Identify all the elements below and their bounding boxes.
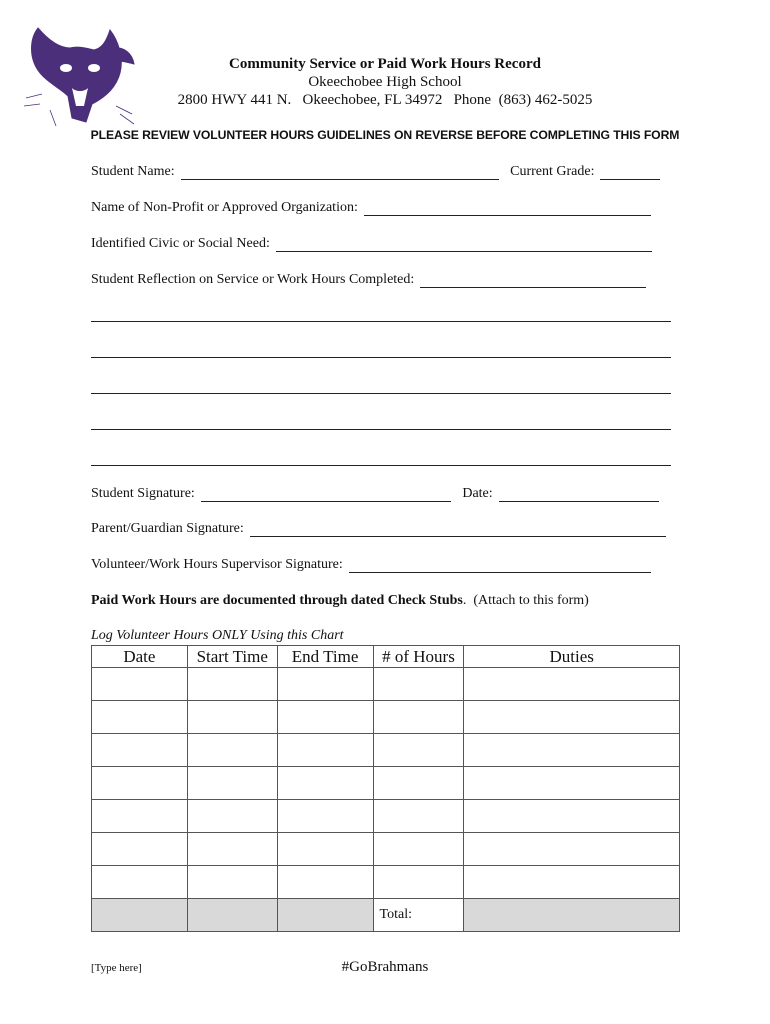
table-cell[interactable]: [277, 668, 373, 701]
table-cell: [92, 899, 188, 932]
table-cell[interactable]: [373, 701, 464, 734]
table-cell[interactable]: [187, 668, 277, 701]
table-row: [92, 668, 680, 701]
table-row: [92, 833, 680, 866]
table-row: [92, 734, 680, 767]
date-label: Date:: [462, 486, 493, 501]
table-cell[interactable]: [187, 866, 277, 899]
table-cell[interactable]: [92, 668, 188, 701]
table-cell[interactable]: [187, 767, 277, 800]
table-cell[interactable]: [373, 668, 464, 701]
supervisor-signature-row: [91, 557, 651, 575]
table-cell[interactable]: [464, 701, 680, 734]
total-row: [92, 899, 680, 932]
table-cell[interactable]: [464, 734, 680, 767]
table-cell[interactable]: [277, 701, 373, 734]
table-cell[interactable]: [464, 800, 680, 833]
table-cell[interactable]: [277, 866, 373, 899]
reflection-line[interactable]: [91, 465, 671, 466]
paid-hours-note-rest: . (Attach to this form): [462, 593, 589, 608]
table-cell[interactable]: [277, 800, 373, 833]
date-field[interactable]: [499, 487, 659, 502]
organization-label: Name of Non-Profit or Approved Organization:: [91, 200, 358, 215]
table-cell: [277, 899, 373, 932]
footer-hashtag: #GoBrahmans: [341, 959, 429, 975]
table-cell[interactable]: [92, 866, 188, 899]
table-cell: [187, 899, 277, 932]
table-row: [92, 767, 680, 800]
column-header-duties: Duties: [464, 646, 680, 668]
table-cell[interactable]: [187, 734, 277, 767]
paid-hours-note: [91, 593, 589, 609]
school-address: 2800 HWY 441 N. Okeechobee, FL 34972 Phone (863) 462-5025: [177, 92, 593, 108]
parent-signature-field[interactable]: [250, 522, 666, 537]
log-chart-caption: Log Volunteer Hours ONLY Using this Chart: [91, 628, 344, 643]
table-cell[interactable]: [92, 800, 188, 833]
column-header-hours: # of Hours: [373, 646, 464, 668]
table-row: [92, 800, 680, 833]
supervisor-signature-label: Volunteer/Work Hours Supervisor Signature:: [91, 557, 343, 572]
table-cell[interactable]: [92, 767, 188, 800]
column-header-end-time: End Time: [277, 646, 373, 668]
table-cell[interactable]: [92, 734, 188, 767]
table-cell[interactable]: [373, 767, 464, 800]
student-signature-label: Student Signature:: [91, 486, 195, 501]
reflection-label: Student Reflection on Service or Work Hours Completed:: [91, 272, 415, 287]
organization-row: [91, 200, 651, 218]
table-cell[interactable]: [373, 800, 464, 833]
civic-need-row: [91, 236, 652, 254]
table-header-row: [92, 646, 680, 668]
table-cell[interactable]: [187, 833, 277, 866]
table-cell: [464, 899, 680, 932]
table-cell[interactable]: [373, 833, 464, 866]
parent-signature-label: Parent/Guardian Signature:: [91, 521, 244, 536]
student-name-field[interactable]: [181, 165, 499, 180]
table-cell[interactable]: [373, 734, 464, 767]
student-name-label: Student Name:: [91, 164, 175, 179]
table-cell[interactable]: [187, 701, 277, 734]
student-signature-row: [91, 486, 659, 504]
reflection-line[interactable]: [91, 321, 671, 322]
form-title: Community Service or Paid Work Hours Record: [229, 56, 541, 72]
table-cell[interactable]: [277, 734, 373, 767]
parent-signature-row: [91, 521, 666, 539]
reflection-line[interactable]: [91, 393, 671, 394]
table-cell[interactable]: [464, 767, 680, 800]
civic-need-field[interactable]: [276, 237, 652, 252]
table-cell[interactable]: [277, 833, 373, 866]
guidelines-notice: PLEASE REVIEW VOLUNTEER HOURS GUIDELINES ON REVERSE BEFORE COMPLETING THIS FORM: [90, 128, 680, 142]
table-cell[interactable]: [92, 701, 188, 734]
civic-need-label: Identified Civic or Social Need:: [91, 236, 270, 251]
total-cell[interactable]: [373, 899, 464, 932]
table-cell[interactable]: [92, 833, 188, 866]
current-grade-label: Current Grade:: [510, 164, 595, 179]
table-cell[interactable]: [464, 833, 680, 866]
student-signature-field[interactable]: [201, 487, 451, 502]
student-name-row: [91, 164, 660, 182]
school-name: Okeechobee High School: [308, 74, 462, 90]
column-header-date: Date: [92, 646, 188, 668]
organization-field[interactable]: [364, 201, 651, 216]
table-cell[interactable]: [464, 866, 680, 899]
volunteer-hours-table: [91, 645, 680, 932]
paid-hours-note-bold: Paid Work Hours are documented through dated Check Stubs: [91, 593, 463, 608]
current-grade-field[interactable]: [600, 165, 660, 180]
total-label: Total:: [379, 907, 412, 922]
brahman-logo-icon: [20, 18, 138, 128]
reflection-row: [91, 272, 646, 290]
table-cell[interactable]: [277, 767, 373, 800]
table-cell[interactable]: [464, 668, 680, 701]
table-cell[interactable]: [373, 866, 464, 899]
table-cell[interactable]: [187, 800, 277, 833]
reflection-field[interactable]: [420, 273, 646, 288]
table-row: [92, 701, 680, 734]
footer-placeholder: [Type here]: [91, 962, 142, 974]
column-header-start-time: Start Time: [187, 646, 277, 668]
reflection-line[interactable]: [91, 429, 671, 430]
reflection-line[interactable]: [91, 357, 671, 358]
table-row: [92, 866, 680, 899]
supervisor-signature-field[interactable]: [349, 558, 651, 573]
